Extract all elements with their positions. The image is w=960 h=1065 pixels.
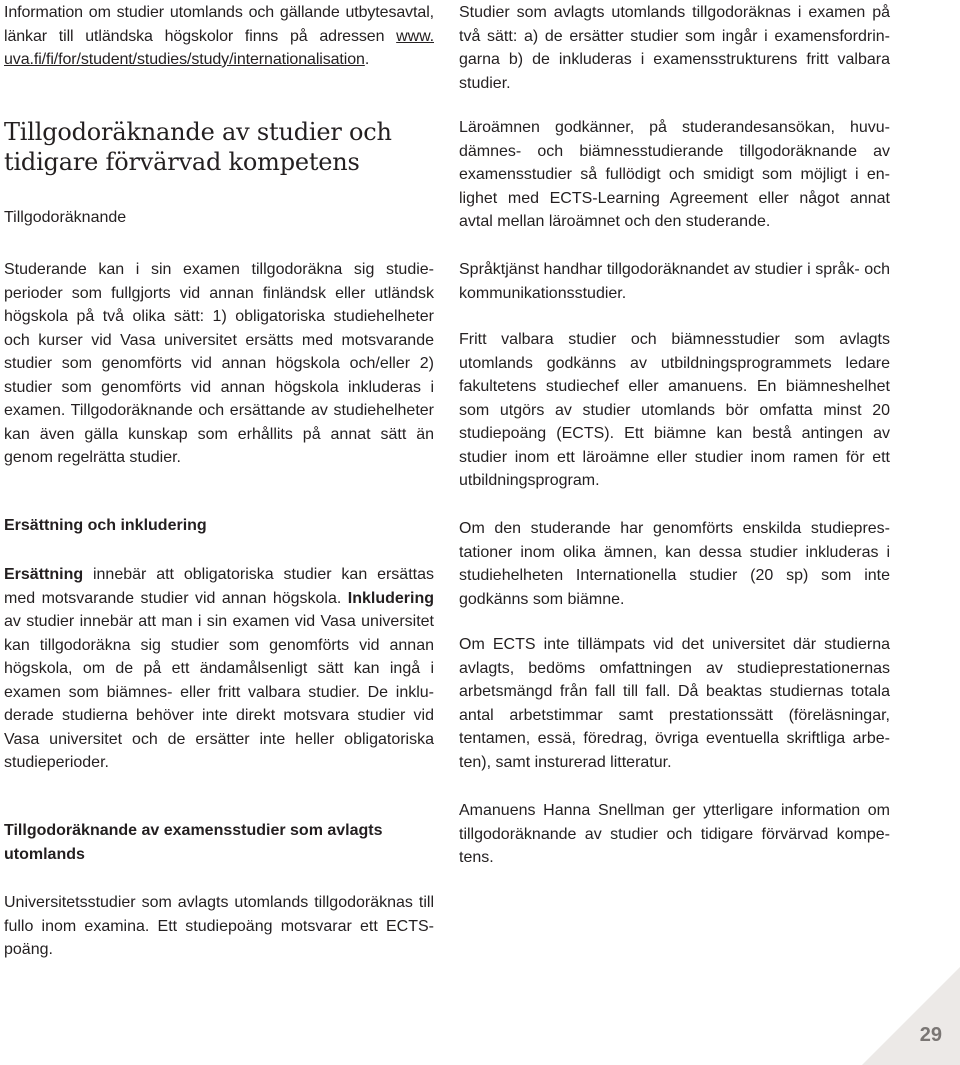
subheading-tillgodoraknande: Tillgodoräknande (4, 209, 127, 226)
paragraph-tillgodoraknande: Studerande kan i sin examen tillgodoräkna sig studieperioder som fullgjorts vid annan finländsk eller utländsk högskola på två olika sätt: 1) obligatoriska studiehelheter och kurser vid Vasa universitet ersätts med motsvarande studier som genomförts vid annan högskola och/eller 2) studier som genomförts vid annan högskola inkluderas i examen. Tillgodoräknande och ersättande av studiehelheter kan även gälla kunskap som erhållits på annat sätt än genom regelrätta studier. (4, 261, 434, 466)
internationalisation-link[interactable]: www.​uva.fi/fi/for/student/studies/study/internationalisation (4, 27, 434, 68)
paragraph-enskilda-studieprestationer: Om den studerande har genomförts enskilda studieprestationer inom olika ämnen, kan dessa studier inkluderas i studiehelheten Internationella studier (20 sp) som inte godkänns som biämne. (459, 520, 890, 608)
paragraph-examensstudier: Universitetsstudier som avlagts utomlands tillgodoräknas till fullo inom examina. Ett studiepoäng motsvarar ett ECTS-poäng. (4, 894, 434, 958)
paragraph-ects: Om ECTS inte tillämpats vid det universitet där studierna avlagts, bedöms omfattningen av studieprestationernas arbetsmängd från fall till fall. Då beaktas studiernas totala antal arbetstimmar samt prestationssätt (föreläsningar, tentamen, essä, föredrag, övriga eventuella skriftliga arbeten), samt insturerad litteratur. (459, 636, 890, 771)
page-corner-decoration (862, 967, 960, 1065)
subheading-examensstudier: Tillgodoräknande av examensstudier som avlagts utomlands (4, 822, 383, 863)
main-heading: Tillgodoräknande av studier och tidigare förvärvad kompetens (4, 118, 392, 176)
paragraph-spraktjanst: Språktjänst handhar tillgodoräknandet av studier i språk- och kommunikationsstudier. (459, 261, 890, 302)
paragraph-laroamnen: Läroämnen godkänner, på studerandesansökan, huvudämnes- och biämnesstudierande tillgodoräknande av examensstudier så fullödigt och smidigt som möjligt i enlighet med ECTS-Learning Agreement eller något annat avtal mellan läroämnet och den studerande. (459, 119, 890, 230)
paragraph-ersattning: Ersättning innebär att obligatoriska studier kan ersättas med motsvarande studier vid annan högskola. Inkludering av studier innebär att man i sin examen vid Vasa universitet kan tillgodoräkna sig studier som genomförts vid annan högskola, om de på ett ändamålsenligt sätt kan ingå i examen som biämnes- eller fritt valbara studier. De inkluderade studierna behöver inte direkt motsvara studier vid Vasa universitet och de ersätter inte heller obligatoriska studieperioder. (4, 566, 434, 771)
paragraph-fritt-valbara: Fritt valbara studier och biämnesstudier som avlagts utomlands godkänns av utbildningsprogrammets ledare fakultetens studiechef eller amanuens. En biämneshelhet som utgörs av studier utomlands bör omfatta minst 20 studiepoäng (ECTS). Ett biämne kan bestå antingen av studier inom ett läroämne eller studier inom ramen för ett utbildningsprogram. (459, 331, 890, 489)
subheading-ersattning: Ersättning och inkludering (4, 517, 207, 534)
paragraph-avlagts-utomlands: Studier som avlagts utomlands tillgodoräknas i examen på två sätt: a) de ersätter studier som ingår i examensfordringarna b) de inkluderas i examensstrukturens fritt valbara studier. (459, 4, 890, 92)
intro-paragraph: Information om studier utomlands och gällande utbytesavtal, länkar till utländska högskolor finns på adressen www.​uva.fi/fi/for/student/studies/study/internationalisation. (4, 4, 434, 68)
page-number: 29 (919, 1024, 942, 1046)
paragraph-amanuens: Amanuens Hanna Snellman ger ytterligare information om tillgodoräknande av studier och tidigare förvärvad kompetens. (459, 802, 890, 866)
